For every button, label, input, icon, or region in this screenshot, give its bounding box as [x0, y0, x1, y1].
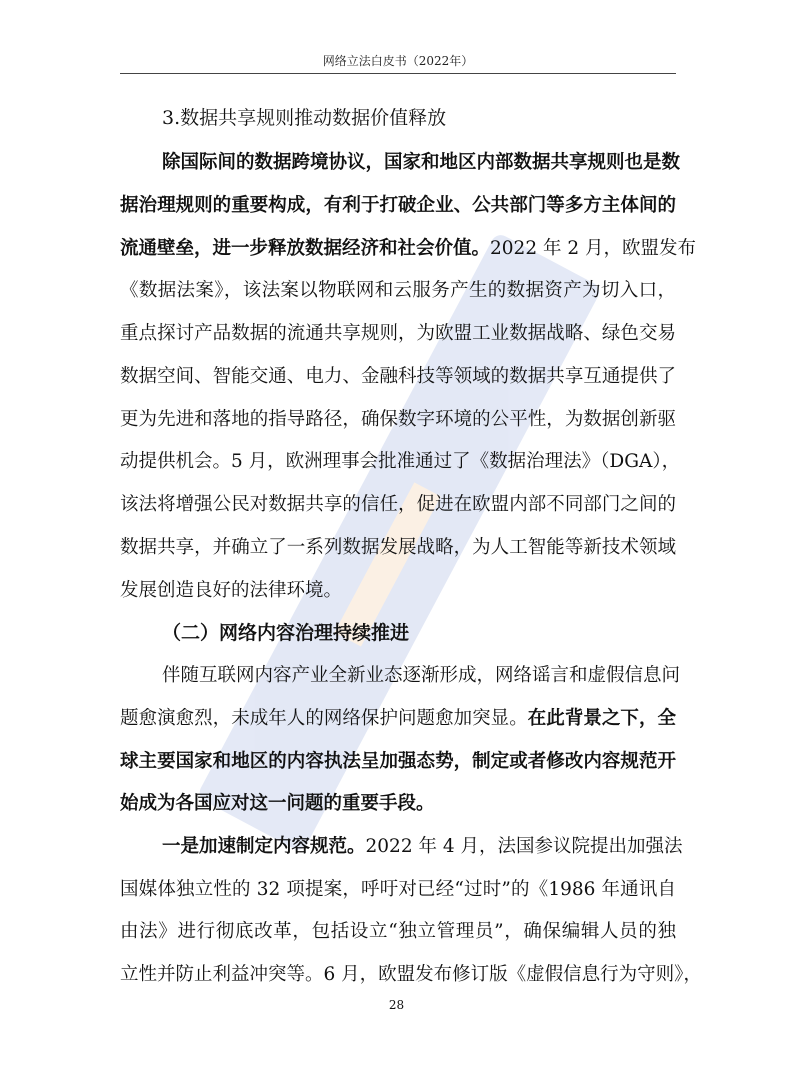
paragraph-1-line-9: 该法将增强公民对数据共享的信任，促进在欧盟内部不同部门之间的 [120, 494, 676, 515]
paragraph-3-line-1 [162, 836, 683, 858]
paragraph-1-line-6: 数据空间、智能交通、电力、金融科技等领域的数据共享互通提供了 [120, 366, 676, 387]
paragraph-1-line-10: 数据共享，并确立了一系列数据发展战略，为人工智能等新技术领域 [120, 537, 676, 558]
paragraph-2-line-2 [120, 708, 676, 730]
section-heading-2: （二）网络内容治理持续推进 [162, 622, 410, 644]
paragraph-1-line-11: 发展创造良好的法律环境。 [120, 580, 343, 601]
paragraph-1-line-7: 更为先进和落地的指导路径，确保数字环境的公平性，为数据创新驱 [120, 409, 676, 430]
paragraph-2-line-4: 始成为各国应对这一问题的重要手段。 [120, 793, 435, 814]
header-rule [120, 73, 676, 74]
paragraph-1-line-2: 据治理规则的重要构成，有利于打破企业、公共部门等多方主体间的 [120, 195, 676, 216]
paragraph-1-line-3-bold: 流通壁垒，进一步释放数据经济和社会价值。 [120, 238, 491, 259]
paragraph-3-line-4: 立性并防止利益冲突等。6 月，欧盟发布修订版《虚假信息行为守则》， [120, 964, 702, 985]
paragraph-1-line-3-rest: 2022 年 2 月，欧盟发布 [490, 238, 697, 259]
paragraph-2-line-2-bold: 在此背景之下，全 [527, 708, 676, 729]
paragraph-1-line-4: 《数据法案》，该法案以物联网和云服务产生的数据资产为切入口， [120, 280, 676, 301]
section-heading-3: 3.数据共享规则推动数据价值释放 [162, 107, 447, 129]
paragraph-3-line-1-rest: 2022 年 4 月，法国参议院提出加强法 [365, 836, 683, 857]
paragraph-1-line-5: 重点探讨产品数据的流通共享规则，为欧盟工业数据战略、绿色交易 [120, 323, 676, 344]
paragraph-3-line-3: 由法》进行彻底改革，包括设立“独立管理员”，确保编辑人员的独 [120, 921, 676, 942]
paragraph-2-line-2-normal: 题愈演愈烈，未成年人的网络保护问题愈加突显。 [120, 708, 528, 729]
paragraph-3-line-2: 国媒体独立性的 32 项提案，呼吁对已经“过时”的《1986 年通讯自 [120, 879, 676, 900]
paragraph-1-line-1: 除国际间的数据跨境协议，国家和地区内部数据共享规则也是数 [162, 152, 681, 173]
page-number: 28 [388, 998, 405, 1012]
paragraph-1-line-8: 动提供机会。5 月，欧洲理事会批准通过了《数据治理法》（DGA）， [120, 451, 681, 472]
paragraph-1-line-3 [120, 238, 697, 260]
page-header: 网络立法白皮书（2022年） [322, 54, 474, 68]
paragraph-2-line-1: 伴随互联网内容产业全新业态逐渐形成，网络谣言和虚假信息问 [162, 665, 681, 686]
paragraph-3-line-1-bold: 一是加速制定内容规范。 [162, 836, 366, 857]
paragraph-2-line-3: 球主要国家和地区的内容执法呈加强态势，制定或者修改内容规范开 [120, 751, 676, 772]
